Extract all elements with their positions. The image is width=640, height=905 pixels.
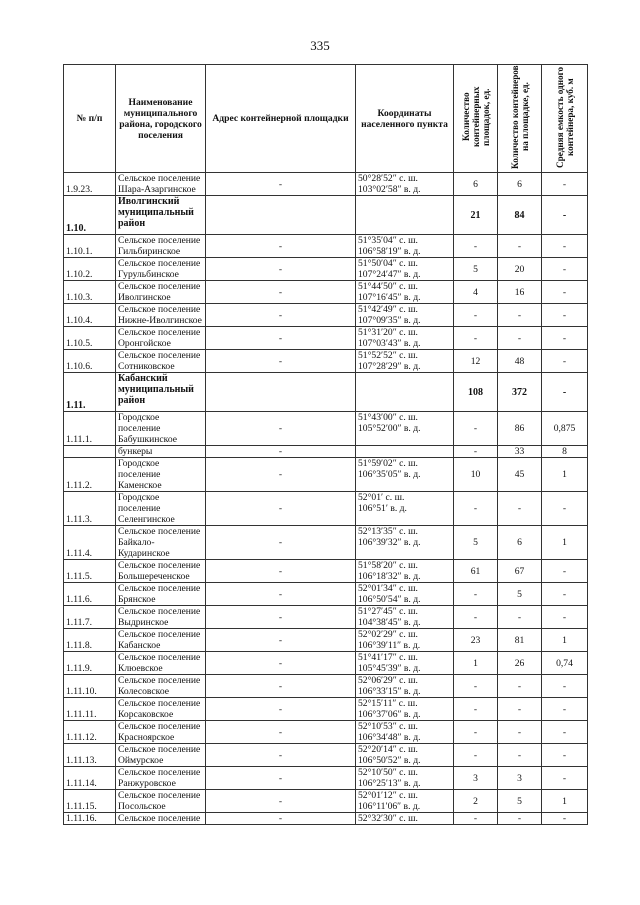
latitude: 51°59′02″ с. ш.: [358, 458, 418, 469]
row-number: 1.11.: [64, 373, 116, 412]
latitude: 52°01′ с. ш.: [358, 492, 405, 503]
container-site-address: -: [206, 526, 356, 560]
row-number: 1.11.13.: [64, 744, 116, 767]
containers-count: 67: [498, 560, 542, 583]
settlement-name: Сельское поселение Колесовское: [116, 675, 206, 698]
latitude: 52°06′29″ с. ш.: [358, 675, 418, 686]
table-row: [64, 790, 588, 813]
containers-count: -: [498, 744, 542, 767]
table-row: [64, 173, 588, 196]
table-row: [64, 813, 588, 825]
longitude: 106°34′48″ в. д.: [358, 732, 421, 743]
container-site-address: -: [206, 560, 356, 583]
sites-count: 3: [454, 767, 498, 790]
settlement-name: Сельское поселение Нижне-Иволгинское: [116, 304, 206, 327]
coordinates: [356, 304, 454, 327]
settlement-name: Сельское поселение Клюевское: [116, 652, 206, 675]
row-number: 1.11.3.: [64, 492, 116, 526]
containers-count: 6: [498, 173, 542, 196]
containers-count: -: [498, 813, 542, 825]
sites-count: 2: [454, 790, 498, 813]
sites-count: -: [454, 583, 498, 606]
longitude: 106°18′32″ в. д.: [358, 571, 421, 582]
longitude: 106°50′54″ в. д.: [358, 594, 421, 605]
settlement-name: Сельское поселение Выдринское: [116, 606, 206, 629]
latitude: 50°28′52″ с. ш.: [358, 173, 418, 184]
coordinates: [356, 675, 454, 698]
coordinates: [356, 281, 454, 304]
longitude: 106°50′52″ в. д.: [358, 755, 421, 766]
settlement-name: Сельское поселение Шара-Азаргинское: [116, 173, 206, 196]
container-site-address: -: [206, 458, 356, 492]
longitude: 107°03′43″ в. д.: [358, 338, 421, 349]
page-number: 335: [310, 38, 330, 53]
container-site-address: -: [206, 492, 356, 526]
table-body: [64, 173, 588, 825]
settlement-name: бункеры: [116, 446, 206, 458]
row-number: 1.11.16.: [64, 813, 116, 825]
sites-count: 5: [454, 526, 498, 560]
longitude: 106°39′11″ в. д.: [358, 640, 421, 651]
latitude: 52°10′50″ с. ш.: [358, 767, 418, 778]
settlement-name: Сельское поселение Ранжуровское: [116, 767, 206, 790]
containers-count: 45: [498, 458, 542, 492]
container-capacity: -: [542, 258, 588, 281]
longitude: 106°25′13″ в. д.: [358, 778, 421, 789]
row-number: 1.10.5.: [64, 327, 116, 350]
table-row: [64, 629, 588, 652]
container-site-address: -: [206, 629, 356, 652]
coordinates: [356, 629, 454, 652]
settlement-name: Сельское поселение: [116, 813, 206, 825]
table-row: [64, 327, 588, 350]
row-number: 1.11.15.: [64, 790, 116, 813]
container-capacity: -: [542, 281, 588, 304]
container-site-address: -: [206, 652, 356, 675]
sites-count: 21: [454, 196, 498, 235]
latitude: 52°13′35″ с. ш.: [358, 526, 418, 537]
table-row: [64, 492, 588, 526]
settlement-name: Городское поселение Каменское: [116, 458, 206, 492]
latitude: 51°50′04″ с. ш.: [358, 258, 418, 269]
table-row: [64, 350, 588, 373]
row-number: 1.11.2.: [64, 458, 116, 492]
table-row: [64, 412, 588, 446]
header-capacity: [542, 65, 588, 173]
settlement-name: Сельское поселение Красноярское: [116, 721, 206, 744]
coordinates: [356, 327, 454, 350]
coordinates: [356, 258, 454, 281]
coordinates: [356, 492, 454, 526]
longitude: 105°52′00″ в. д.: [358, 423, 421, 434]
coordinates: [356, 526, 454, 560]
row-number: 1.11.8.: [64, 629, 116, 652]
container-capacity: -: [542, 327, 588, 350]
container-site-address: [206, 373, 356, 412]
latitude: 51°35′04″ с. ш.: [358, 235, 418, 246]
table-row: [64, 583, 588, 606]
containers-count: -: [498, 304, 542, 327]
settlement-name: Сельское поселение Брянское: [116, 583, 206, 606]
sites-count: 4: [454, 281, 498, 304]
container-site-address: -: [206, 350, 356, 373]
settlement-name: Сельское поселение Оронгойское: [116, 327, 206, 350]
container-site-address: -: [206, 258, 356, 281]
container-capacity: -: [542, 235, 588, 258]
row-number: 1.11.1.: [64, 412, 116, 446]
containers-count: 84: [498, 196, 542, 235]
container-capacity: 0,74: [542, 652, 588, 675]
row-number: 1.11.10.: [64, 675, 116, 698]
coordinates: [356, 721, 454, 744]
header-sites-label: Количество контейнерных площадок, ед.: [460, 86, 491, 148]
containers-count: -: [498, 721, 542, 744]
longitude: 106°39′32″ в. д.: [358, 537, 421, 548]
row-number: 1.11.7.: [64, 606, 116, 629]
header-name: Наименование муниципального района, городского поселения: [116, 65, 206, 173]
sites-count: -: [454, 698, 498, 721]
coordinates: [356, 350, 454, 373]
sites-count: -: [454, 446, 498, 458]
latitude: 51°43′00″ с. ш.: [358, 412, 418, 423]
coordinates: [356, 813, 454, 825]
sites-count: 1: [454, 652, 498, 675]
settlement-name: Кабанский муниципальный район: [116, 373, 206, 412]
settlement-name: Сельское поселение Иволгинское: [116, 281, 206, 304]
container-capacity: -: [542, 813, 588, 825]
containers-count: 26: [498, 652, 542, 675]
header-coords: Координаты населенного пункта: [356, 65, 454, 173]
district-row: [64, 196, 588, 235]
container-capacity: -: [542, 560, 588, 583]
table-row: [64, 446, 588, 458]
containers-count: -: [498, 675, 542, 698]
coordinates: [356, 652, 454, 675]
container-capacity: -: [542, 744, 588, 767]
container-site-address: -: [206, 583, 356, 606]
row-number: 1.10.4.: [64, 304, 116, 327]
container-capacity: -: [542, 583, 588, 606]
containers-count: -: [498, 235, 542, 258]
row-number: 1.11.6.: [64, 583, 116, 606]
row-number: 1.10.: [64, 196, 116, 235]
table-row: [64, 235, 588, 258]
coordinates: [356, 698, 454, 721]
row-number: 1.11.9.: [64, 652, 116, 675]
settlement-name: Сельское поселение Сотниковское: [116, 350, 206, 373]
sites-count: -: [454, 492, 498, 526]
container-capacity: -: [542, 173, 588, 196]
container-capacity: 1: [542, 526, 588, 560]
container-site-address: -: [206, 698, 356, 721]
longitude: 107°28′29″ в. д.: [358, 361, 421, 372]
table-row: [64, 560, 588, 583]
container-site-address: -: [206, 744, 356, 767]
container-capacity: -: [542, 196, 588, 235]
settlement-name: Сельское поселение Посольское: [116, 790, 206, 813]
latitude: 51°31′20″ с. ш.: [358, 327, 418, 338]
longitude: 106°58′19″ в. д.: [358, 246, 421, 257]
container-capacity: -: [542, 373, 588, 412]
latitude: 52°02′29″ с. ш.: [358, 629, 418, 640]
container-capacity: 0,875: [542, 412, 588, 446]
container-capacity: 1: [542, 458, 588, 492]
row-number: 1.10.2.: [64, 258, 116, 281]
container-capacity: -: [542, 721, 588, 744]
container-capacity: 1: [542, 790, 588, 813]
sites-count: -: [454, 304, 498, 327]
coordinates: [356, 767, 454, 790]
container-sites-table: [63, 64, 588, 825]
container-capacity: 8: [542, 446, 588, 458]
settlement-name: Сельское поселение Гурульбинское: [116, 258, 206, 281]
latitude: 51°42′49″ с. ш.: [358, 304, 418, 315]
sites-count: 5: [454, 258, 498, 281]
table-row: [64, 606, 588, 629]
container-site-address: -: [206, 790, 356, 813]
latitude: 52°20′14″ с. ш.: [358, 744, 418, 755]
header-num: № п/п: [64, 65, 116, 173]
longitude: 103°02′58″ в. д.: [358, 184, 421, 195]
longitude: 107°16′45″ в. д.: [358, 292, 421, 303]
sites-count: 108: [454, 373, 498, 412]
row-number: 1.9.23.: [64, 173, 116, 196]
container-capacity: 1: [542, 629, 588, 652]
containers-count: 33: [498, 446, 542, 458]
settlement-name: Сельское поселение Кабанское: [116, 629, 206, 652]
settlement-name: Сельское поселение Гильбиринское: [116, 235, 206, 258]
table-header-row: [64, 65, 588, 173]
settlement-name: Иволгинский муниципальный район: [116, 196, 206, 235]
settlement-name: Сельское поселение Оймурское: [116, 744, 206, 767]
sites-count: -: [454, 813, 498, 825]
container-site-address: -: [206, 412, 356, 446]
settlement-name: Сельское поселение Байкало-Кударинское: [116, 526, 206, 560]
coordinates: [356, 446, 454, 458]
container-capacity: -: [542, 767, 588, 790]
header-containers: [498, 65, 542, 173]
sites-count: 12: [454, 350, 498, 373]
table-row: [64, 652, 588, 675]
container-site-address: -: [206, 446, 356, 458]
header-containers-label: Количество контейнеров на площадке, ед.: [509, 65, 530, 169]
row-number: 1.11.11.: [64, 698, 116, 721]
longitude: 106°37′06″ в. д.: [358, 709, 421, 720]
containers-count: 5: [498, 583, 542, 606]
row-number: [64, 446, 116, 458]
table-row: [64, 281, 588, 304]
table-row: [64, 698, 588, 721]
coordinates: [356, 744, 454, 767]
table-row: [64, 767, 588, 790]
row-number: 1.10.3.: [64, 281, 116, 304]
container-site-address: -: [206, 281, 356, 304]
row-number: 1.10.6.: [64, 350, 116, 373]
container-capacity: -: [542, 350, 588, 373]
coordinates: [356, 560, 454, 583]
containers-count: 16: [498, 281, 542, 304]
containers-count: 3: [498, 767, 542, 790]
coordinates: [356, 606, 454, 629]
coordinates: [356, 173, 454, 196]
container-capacity: -: [542, 304, 588, 327]
containers-count: 372: [498, 373, 542, 412]
settlement-name: Городское поселение Селенгинское: [116, 492, 206, 526]
sites-count: 61: [454, 560, 498, 583]
settlement-name: Сельское поселение Большереченское: [116, 560, 206, 583]
table-row: [64, 721, 588, 744]
row-number: 1.11.14.: [64, 767, 116, 790]
sites-count: 6: [454, 173, 498, 196]
containers-count: 6: [498, 526, 542, 560]
container-site-address: -: [206, 813, 356, 825]
header-sites: [454, 65, 498, 173]
table-row: [64, 304, 588, 327]
header-address: Адрес контейнерной площадки: [206, 65, 356, 173]
sites-count: -: [454, 327, 498, 350]
settlement-name: Сельское поселение Корсаковское: [116, 698, 206, 721]
latitude: 52°15′11″ с. ш.: [358, 698, 418, 709]
table-row: [64, 675, 588, 698]
coordinates: [356, 235, 454, 258]
sites-count: 23: [454, 629, 498, 652]
sites-count: -: [454, 235, 498, 258]
coordinates: [356, 196, 454, 235]
longitude: 106°51′ в. д.: [358, 503, 407, 514]
container-site-address: -: [206, 304, 356, 327]
coordinates: [356, 583, 454, 606]
sites-count: -: [454, 744, 498, 767]
sites-count: 10: [454, 458, 498, 492]
longitude: 107°24′47″ в. д.: [358, 269, 421, 280]
sites-count: -: [454, 606, 498, 629]
row-number: 1.11.5.: [64, 560, 116, 583]
sites-count: -: [454, 675, 498, 698]
longitude: 107°09′35″ в. д.: [358, 315, 421, 326]
container-site-address: -: [206, 721, 356, 744]
containers-count: 5: [498, 790, 542, 813]
containers-count: -: [498, 606, 542, 629]
container-site-address: -: [206, 767, 356, 790]
container-site-address: -: [206, 606, 356, 629]
containers-count: 86: [498, 412, 542, 446]
longitude: 105°45′39″ в. д.: [358, 663, 421, 674]
container-capacity: -: [542, 606, 588, 629]
container-capacity: -: [542, 675, 588, 698]
longitude: 106°33′15″ в. д.: [358, 686, 421, 697]
settlement-name: Городское поселение Бабушкинское: [116, 412, 206, 446]
latitude: 51°41′17″ с. ш.: [358, 652, 418, 663]
sites-count: -: [454, 721, 498, 744]
containers-count: -: [498, 492, 542, 526]
coordinates: [356, 790, 454, 813]
container-site-address: -: [206, 235, 356, 258]
row-number: 1.11.12.: [64, 721, 116, 744]
latitude: 52°01′34″ с. ш.: [358, 583, 418, 594]
latitude: 51°58′20″ с. ш.: [358, 560, 418, 571]
container-site-address: -: [206, 327, 356, 350]
longitude: 104°38′45″ в. д.: [358, 617, 421, 628]
container-site-address: -: [206, 173, 356, 196]
sites-count: -: [454, 412, 498, 446]
longitude: 106°11′06″ в. д.: [358, 801, 421, 812]
container-capacity: -: [542, 492, 588, 526]
containers-count: 48: [498, 350, 542, 373]
latitude: 51°52′52″ с. ш.: [358, 350, 418, 361]
latitude: 52°10′53″ с. ш.: [358, 721, 418, 732]
latitude: 51°27′45″ с. ш.: [358, 606, 418, 617]
containers-count: -: [498, 327, 542, 350]
latitude: 52°01′12″ с. ш.: [358, 790, 418, 801]
container-site-address: [206, 196, 356, 235]
district-row: [64, 373, 588, 412]
containers-count: -: [498, 698, 542, 721]
coordinates: [356, 458, 454, 492]
table-row: [64, 744, 588, 767]
latitude: 51°44′50″ с. ш.: [358, 281, 418, 292]
containers-count: 20: [498, 258, 542, 281]
table-row: [64, 526, 588, 560]
row-number: 1.11.4.: [64, 526, 116, 560]
latitude: 52°32′30″ с. ш.: [358, 813, 418, 824]
coordinates: [356, 373, 454, 412]
containers-count: 81: [498, 629, 542, 652]
header-capacity-label: Средняя емкость одного контейнера, куб. м: [554, 66, 575, 168]
table-row: [64, 258, 588, 281]
table-row: [64, 458, 588, 492]
container-site-address: -: [206, 675, 356, 698]
row-number: 1.10.1.: [64, 235, 116, 258]
container-capacity: -: [542, 698, 588, 721]
longitude: 106°35′05″ в. д.: [358, 469, 421, 480]
coordinates: [356, 412, 454, 446]
